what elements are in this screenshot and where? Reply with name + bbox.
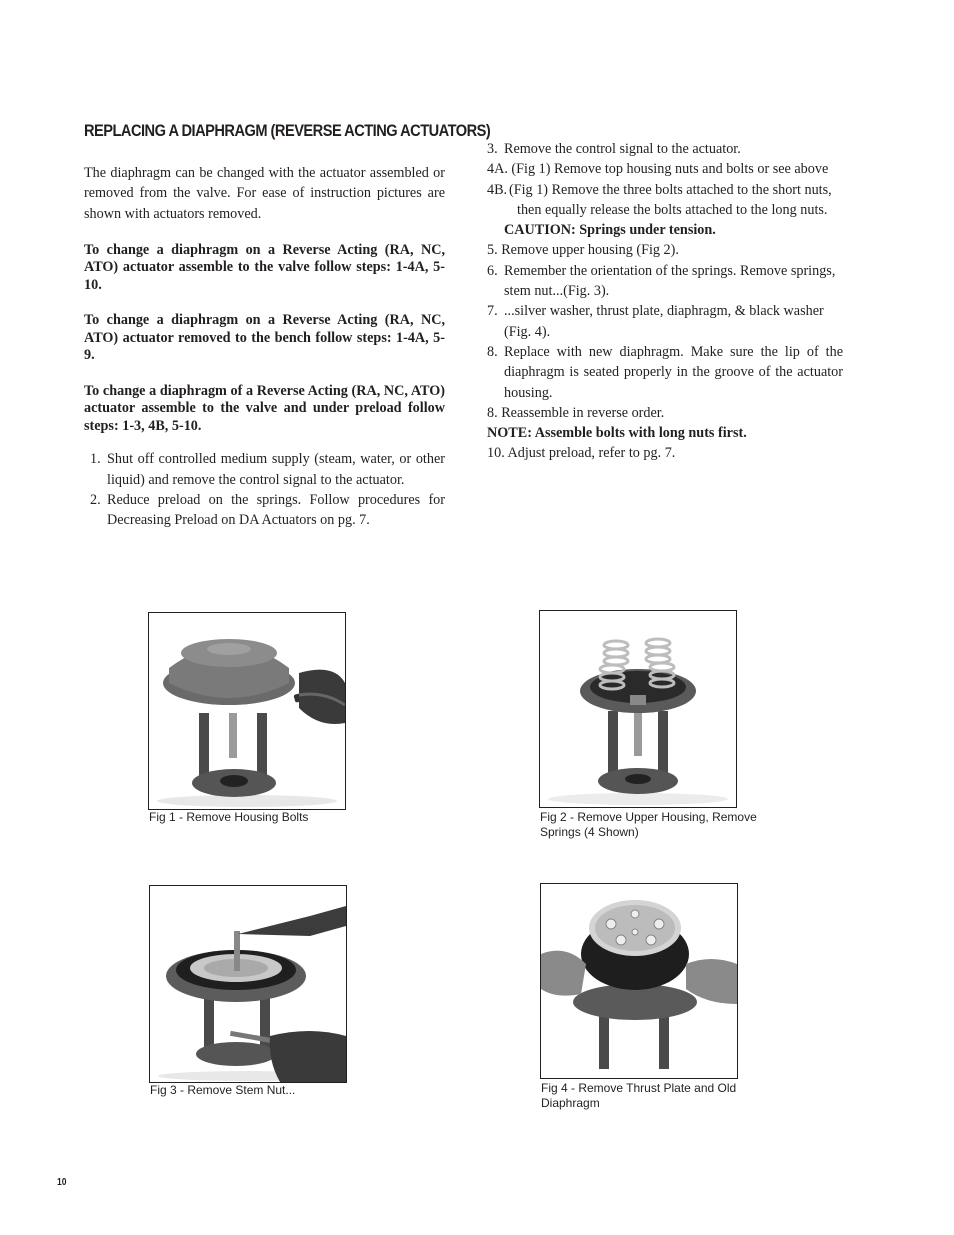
figure-3-photo	[149, 885, 347, 1083]
step-text: Remember the orientation of the springs. Remove springs, stem nut...(Fig. 3).	[504, 262, 836, 300]
step-7	[487, 301, 843, 342]
step-8	[487, 342, 843, 403]
figure-1-photo	[148, 612, 346, 810]
caution-note: CAUTION: Springs under tension.	[504, 222, 716, 239]
step-text: Reduce preload on the springs. Follow procedures for Decreasing Preload on DA Actuators on pg. 7.	[107, 491, 445, 529]
step-number: 7.	[487, 303, 498, 320]
step-1	[84, 449, 445, 490]
step-3	[487, 139, 843, 159]
step-text: Remove the control signal to the actuator.	[504, 141, 741, 157]
step-5: 5. Remove upper housing (Fig 2).	[487, 242, 679, 259]
step-10: 10. Adjust preload, refer to pg. 7.	[487, 445, 676, 462]
step-text: Shut off controlled medium supply (steam, water, or other liquid) and remove the control signal to the actuator.	[107, 451, 445, 488]
figure-3-caption: Fig 3 - Remove Stem Nut...	[150, 1083, 296, 1097]
actuator-housing-bolts-illustration	[149, 613, 345, 809]
instruction-valve-assembled: To change a diaphragm on a Reverse Acting (RA, NC, ATO) actuator assemble to the valve follow steps: 1-4A, 5-10.	[84, 241, 445, 293]
figure-4-caption: Fig 4 - Remove Thrust Plate and Old Diaphragm	[541, 1081, 737, 1110]
step-number: 4B.	[487, 181, 508, 198]
assembly-note: NOTE: Assemble bolts with long nuts first.	[487, 425, 747, 442]
step-number: 8.	[487, 343, 498, 360]
step-2	[84, 490, 445, 531]
step-number: 6.	[487, 262, 498, 279]
step-4b	[487, 180, 843, 221]
step-text: Replace with new diaphragm. Make sure the lip of the diaphragm is seated properly in the groove of the actuator housing.	[504, 343, 843, 401]
step-number: 2.	[90, 491, 101, 508]
actuator-stem-nut-illustration	[150, 886, 346, 1082]
figure-4-photo	[540, 883, 738, 1079]
left-column	[84, 163, 445, 531]
step-reassemble: 8. Reassemble in reverse order.	[487, 404, 665, 421]
instruction-preload: To change a diaphragm of a Reverse Acting (RA, NC, ATO) actuator assemble to the valve and under preload follow steps: 1-3, 4B, 5-10.	[84, 382, 445, 434]
step-text: (Fig 1) Remove the three bolts attached to the short nuts, then equally release the bolts attached to the long nuts.	[509, 181, 832, 218]
step-6	[487, 261, 843, 302]
thrust-plate-diaphragm-illustration	[541, 884, 737, 1078]
actuator-springs-illustration	[540, 611, 736, 807]
instruction-bench: To change a diaphragm on a Reverse Acting (RA, NC, ATO) actuator removed to the bench follow steps: 1-4A, 5-9.	[84, 312, 445, 364]
page-number: 10	[57, 1177, 67, 1188]
intro-paragraph: The diaphragm can be changed with the actuator assembled or removed from the valve. For ease of instruction pictures are shown with actuators removed.	[84, 165, 445, 222]
step-number: 1.	[90, 451, 101, 468]
step-number: 3.	[487, 141, 498, 157]
right-column	[487, 139, 843, 464]
step-4a: 4A. (Fig 1) Remove top housing nuts and bolts or see above	[487, 161, 829, 178]
figure-1-caption: Fig 1 - Remove Housing Bolts	[149, 810, 309, 824]
figure-2-caption: Fig 2 - Remove Upper Housing, Remove Springs (4 Shown)	[540, 810, 757, 839]
figure-2-photo	[539, 610, 737, 808]
section-heading: REPLACING A DIAPHRAGM (REVERSE ACTING ACTUATORS)	[84, 121, 491, 140]
step-text: ...silver washer, thrust plate, diaphragm, & black washer (Fig. 4).	[504, 303, 824, 340]
